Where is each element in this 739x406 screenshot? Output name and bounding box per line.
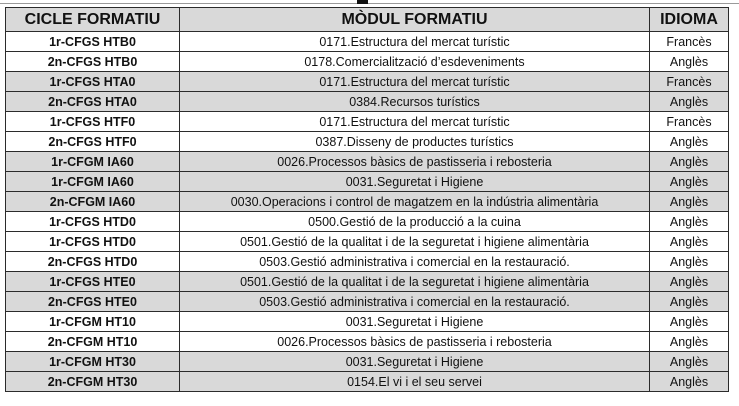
module-cell: 0031.Seguretat i Higiene — [180, 312, 650, 332]
module-cell: 0178.Comercialització d’esdeveniments — [180, 52, 650, 72]
cycle-cell: 1r-CFGM IA60 — [6, 152, 180, 172]
module-cell: 0384.Recursos turístics — [180, 92, 650, 112]
table-header-row — [6, 8, 729, 32]
cycle-cell: 2n-CFGS HTB0 — [6, 52, 180, 72]
table-row — [6, 292, 729, 312]
language-cell: Francès — [650, 112, 729, 132]
cycle-cell: 2n-CFGS HTF0 — [6, 132, 180, 152]
language-cell: Anglès — [650, 272, 729, 292]
cycle-cell: 1r-CFGM HT10 — [6, 312, 180, 332]
cycle-cell: 1r-CFGS HTE0 — [6, 272, 180, 292]
cycle-cell: 2n-CFGM HT30 — [6, 372, 180, 392]
language-cell: Anglès — [650, 332, 729, 352]
module-cell: 0503.Gestió administrativa i comercial en la restauració. — [180, 292, 650, 312]
header-language: IDIOMA — [650, 8, 729, 32]
table-row — [6, 172, 729, 192]
language-cell: Anglès — [650, 372, 729, 392]
module-cell: 0171.Estructura del mercat turístic — [180, 32, 650, 52]
cycle-cell: 1r-CFGM IA60 — [6, 172, 180, 192]
language-cell: Anglès — [650, 232, 729, 252]
language-cell: Francès — [650, 72, 729, 92]
language-cell: Anglès — [650, 212, 729, 232]
module-cell: 0030.Operacions i control de magatzem en la indústria alimentària — [180, 192, 650, 212]
module-cell: 0171.Estructura del mercat turístic — [180, 112, 650, 132]
cycle-cell: 1r-CFGS HTB0 — [6, 32, 180, 52]
cycle-cell: 1r-CFGS HTF0 — [6, 112, 180, 132]
cursor-marker — [357, 0, 368, 4]
cycle-cell: 2n-CFGM HT10 — [6, 332, 180, 352]
cycle-cell: 1r-CFGS HTD0 — [6, 212, 180, 232]
module-cell: 0031.Seguretat i Higiene — [180, 352, 650, 372]
language-cell: Anglès — [650, 312, 729, 332]
table-row — [6, 52, 729, 72]
cycle-cell: 2n-CFGS HTE0 — [6, 292, 180, 312]
header-cycle: CICLE FORMATIU — [6, 8, 180, 32]
table-row — [6, 372, 729, 392]
table-row — [6, 232, 729, 252]
module-cell: 0031.Seguretat i Higiene — [180, 172, 650, 192]
table-body — [6, 32, 729, 392]
language-cell: Anglès — [650, 152, 729, 172]
language-cell: Anglès — [650, 192, 729, 212]
header-module: MÒDUL FORMATIU — [180, 8, 650, 32]
language-cell: Anglès — [650, 292, 729, 312]
table-row — [6, 92, 729, 112]
cycle-cell: 1r-CFGS HTD0 — [6, 232, 180, 252]
table-row — [6, 352, 729, 372]
language-cell: Anglès — [650, 252, 729, 272]
module-cell: 0501.Gestió de la qualitat i de la seguretat i higiene alimentària — [180, 272, 650, 292]
page-top-edge — [0, 0, 739, 4]
cycle-cell: 1r-CFGS HTA0 — [6, 72, 180, 92]
module-cell: 0026.Processos bàsics de pastisseria i rebosteria — [180, 152, 650, 172]
language-cell: Anglès — [650, 132, 729, 152]
module-cell: 0503.Gestió administrativa i comercial en la restauració. — [180, 252, 650, 272]
table-row — [6, 152, 729, 172]
module-cell: 0171.Estructura del mercat turístic — [180, 72, 650, 92]
table-row — [6, 212, 729, 232]
table-row — [6, 132, 729, 152]
language-cell: Anglès — [650, 172, 729, 192]
language-cell: Francès — [650, 32, 729, 52]
table-row — [6, 192, 729, 212]
cycle-cell: 2n-CFGS HTD0 — [6, 252, 180, 272]
language-cell: Anglès — [650, 52, 729, 72]
language-cell: Anglès — [650, 352, 729, 372]
table-row — [6, 272, 729, 292]
training-modules-table — [5, 7, 729, 392]
language-cell: Anglès — [650, 92, 729, 112]
module-cell: 0500.Gestió de la producció a la cuina — [180, 212, 650, 232]
table-row — [6, 32, 729, 52]
table-row — [6, 252, 729, 272]
module-cell: 0387.Disseny de productes turístics — [180, 132, 650, 152]
table-row — [6, 112, 729, 132]
table-row — [6, 72, 729, 92]
cycle-cell: 1r-CFGM HT30 — [6, 352, 180, 372]
table-row — [6, 312, 729, 332]
module-cell: 0154.El vi i el seu servei — [180, 372, 650, 392]
cycle-cell: 2n-CFGM IA60 — [6, 192, 180, 212]
table-row — [6, 332, 729, 352]
cycle-cell: 2n-CFGS HTA0 — [6, 92, 180, 112]
module-cell: 0026.Processos bàsics de pastisseria i rebosteria — [180, 332, 650, 352]
module-cell: 0501.Gestió de la qualitat i de la seguretat i higiene alimentària — [180, 232, 650, 252]
